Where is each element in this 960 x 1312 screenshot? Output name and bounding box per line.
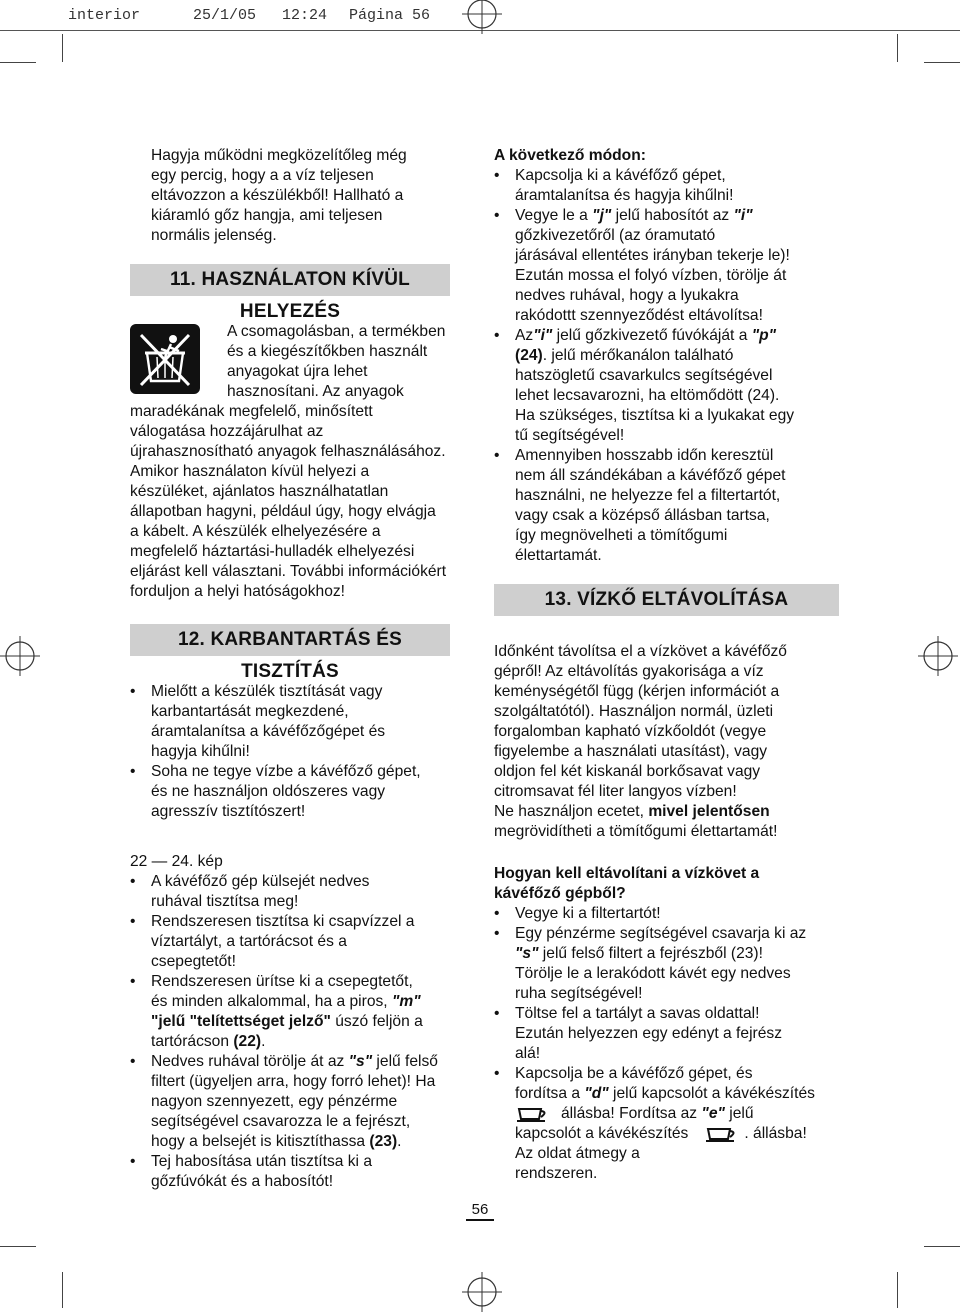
right-column	[494, 146, 839, 1184]
list-item: • Tej habosítása után tisztítsa ki a gőzfúvókát és a habosítót!	[130, 1152, 450, 1192]
section-13-paragraph: Időnként távolítsa el a vízkövet a kávéfőző gépről! Az eltávolítás gyakorisága a víz keménységétől függ (kérjen információt a szolgáltatótól). Használjon normál, üzleti forgalomban kapható vízkőoldót (vegye figyelembe a használati utasítást), vagy oldjon fel két kiskanál borkősavat vagy citromsavat fél liter langyos vízben! Ne használjon ecetet, mivel jelentősen megrövidítheti a tömítőgumi élettartamát!	[494, 643, 787, 840]
coffee-cup-icon	[515, 1105, 551, 1123]
next-steps-heading: A következő módon:	[494, 147, 646, 164]
list-item: • Rendszeresen ürítse ki a csepegtetőt, és minden alkalommal, ha a piros, "m" "jelű "telítettséget jelző" úszó feljön a tartórácson (22).	[130, 972, 450, 1052]
crossed-out-wheelie-bin-icon	[130, 324, 200, 394]
slug-name: interior	[68, 7, 141, 24]
list-item: • Egy pénzérme segítségével csavarja ki az "s" jelű felső filtert a fejrészből (23)! Törölje le a lerakódott kávét egy nedves ruha segítségével!	[494, 924, 839, 1004]
list-item: • Nedves ruhával törölje át az "s" jelű felső filtert (ügyeljen arra, hogy forró lehet)! Ha nagyon szennyezett, egy pénzérme segítségével csavarozza le a fejrészt, hogy a belsejét is kitisztíthassa (23).	[130, 1052, 450, 1152]
list-item: • Töltse fel a tartályt a savas oldattal! Ezután helyezzen egy edényt a fejrész alá!	[494, 1004, 839, 1064]
intro-paragraph: Hagyja működni megközelítőleg még egy percig, hogy a a víz teljesen eltávozzon a készülékből! Hallható a kiáramló gőz hangja, ami teljesen normális jelenség.	[151, 147, 407, 244]
crop-mark	[62, 1272, 63, 1308]
list-item: • Mielőtt a készülék tisztítását vagy karbantartását megkezdené, áramtalanítsa a kávéfőzőgépet és hagyja kihűlni!	[130, 682, 450, 762]
section-11-body: A csomagolásban, a termékben és a kiegészítőkben használt anyagokat újra lehet hasznosítani. Az anyagok maradékának megfelelő, minősített válogatása hozzájárulhat az újrahasznosítható anyagok felhasználásához. Amikor használaton kívül helyezi a készüléket, ajánlatos használhatatlan állapotban hagyni, például úgy, hogy elvágja a kábelt. A készülék elhelyezésére a megfelelő háztartási-hulladék elhelyezési eljárást kell választani. További információkért forduljon a helyi hatóságokhoz!	[130, 323, 447, 600]
crop-mark	[0, 62, 36, 63]
section-12-list-a	[130, 682, 450, 822]
crop-mark	[897, 34, 898, 62]
list-item: • Soha ne tegye vízbe a kávéfőző gépet, és ne használjon oldószeres vagy agresszív tisztítószert!	[130, 762, 450, 822]
section-12-list-b	[130, 872, 450, 1192]
crop-mark	[924, 62, 960, 63]
coffee-cup-icon	[704, 1125, 744, 1143]
list-item: • Vegye ki a filtertartót!	[494, 904, 839, 924]
list-item: • Rendszeresen tisztítsa ki csapvízzel a víztartályt, a tartórácsot és a csepegtetőt!	[130, 912, 450, 972]
list-item: • Kapcsolja be a kávéfőző gépet, és fordítsa a "d" jelű kapcsolót a kávékészítés állásba! Fordítsa az "e" jelű kapcsolót a kávékészítés . állásba! Az oldat átmegy a rendszeren.	[494, 1064, 839, 1184]
list-item: • Kapcsolja ki a kávéfőző gépet, áramtalanítsa és hagyja kihűlni!	[494, 166, 839, 206]
next-steps-list	[494, 166, 839, 566]
crop-mark	[62, 34, 63, 62]
registration-mark-icon	[462, 1272, 502, 1312]
section-11-heading: 11. HASZNÁLATON KÍVÜL HELYEZÉS	[130, 264, 450, 296]
registration-mark-icon	[0, 636, 40, 676]
registration-mark-icon	[462, 0, 502, 34]
list-item: • Vegye le a "j" jelű habosítót az "i" gőzkivezetőről (az óramutató járásával ellentétes irányban tekerje le)! Ezután mossa el folyó vízben, törölje át nedves ruhával, hogy a lyukakra rakódottt szennyeződést eltávolítsa!	[494, 206, 839, 326]
page-number: 56	[0, 1201, 960, 1221]
crop-mark	[0, 1246, 36, 1247]
crop-mark	[924, 1246, 960, 1247]
registration-mark-icon	[918, 636, 958, 676]
howto-list	[494, 904, 839, 1184]
figure-reference: 22 — 24. kép	[130, 853, 223, 870]
slug-date: 25/1/05	[193, 7, 257, 24]
list-item: • Az"i" jelű gőzkivezető fúvókáját a "p" (24). jelű mérőkanálon található hatszögletű csavarkulcs segítségével lehet lecsavarozni, ha eltömődött (24). Ha szükséges, tisztítsa ki a lyukakat egy tű segítségével!	[494, 326, 839, 446]
list-item: • Amennyiben hosszabb időn keresztül nem áll szándékában a kávéfőző gépet használni, ne helyezze fel a filtertartót, vagy csak a középső állásban tartsa, így megnövelheti a tömítőgumi élettartamát.	[494, 446, 839, 566]
section-13-heading: 13. VÍZKŐ ELTÁVOLÍTÁSA	[494, 584, 839, 616]
left-column	[130, 146, 450, 1192]
slug-page-label: Página 56	[349, 7, 431, 24]
list-item: • A kávéfőző gép külsejét nedves ruhával tisztítsa meg!	[130, 872, 450, 912]
slug-time: 12:24	[282, 7, 328, 24]
section-12-heading: 12. KARBANTARTÁS ÉS TISZTÍTÁS	[130, 624, 450, 656]
crop-mark	[897, 1272, 898, 1308]
howto-heading: Hogyan kell eltávolítani a vízkövet a kávéfőző gépből?	[494, 865, 760, 902]
